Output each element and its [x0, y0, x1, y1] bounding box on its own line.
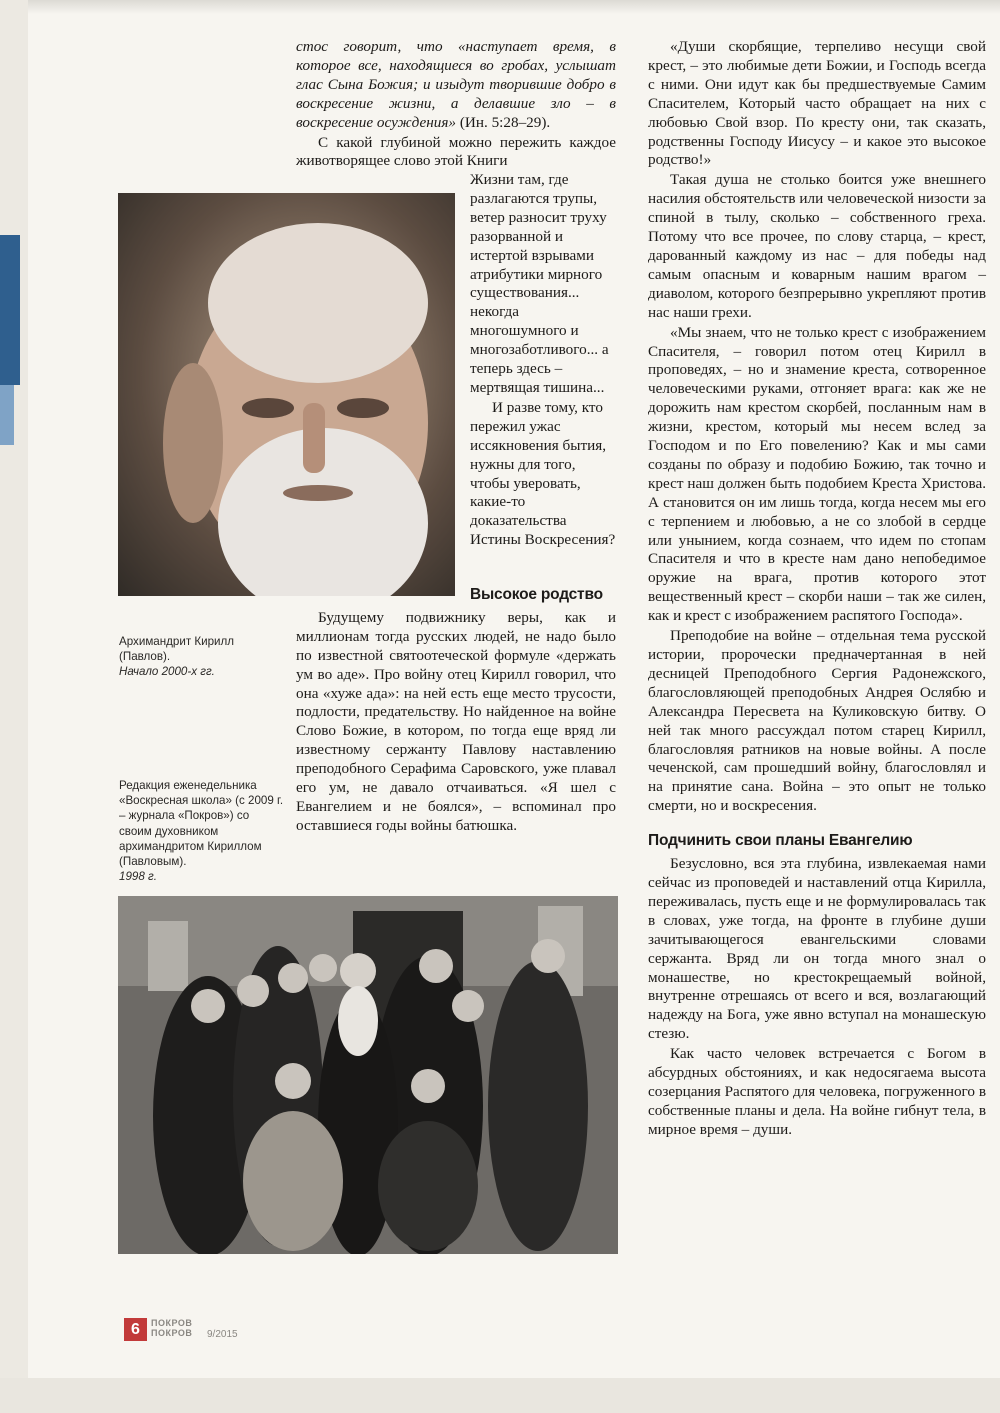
- right-column: [648, 38, 986, 1140]
- paragraph: И разве тому, кто пережил ужас иссякновения бытия, нужны для того, чтобы уверовать, какие-то доказательства Истины Воскресения?: [470, 398, 616, 549]
- page-edge: [0, 0, 28, 1413]
- magazine-logo-line: ПОКРОВ: [151, 1328, 193, 1338]
- portrait-caption-date: Начало 2000-х гг.: [119, 665, 215, 679]
- paragraph: «Души скорбящие, терпеливо несущи свой крест, – это любимые дети Божии, и Господь всегда с ними. Они идут как бы предшествуемые Самим Спасителем, Который часто обращает на них с любовью Свой взор. По кресту они, так сказать, родственны Господу Иисусу – и какое это высокое родство!»: [648, 38, 986, 169]
- scan-bottom-strip: [0, 1378, 1000, 1413]
- portrait-illustration: [118, 193, 455, 596]
- paragraph: Такая душа не столько боится уже внешнего насилия обстоятельств или человеческой низости за спиной в тылу, сколько – собственного греха. Потому что все прочее, по слову старца, – крест, дарованный каждому из нас – для победы над самым опасным и коварным нашим врагом – диаволом, которого безпрерывно укрепляют против нас наши грехи.: [648, 171, 986, 321]
- paragraph: Безусловно, вся эта глубина, извлекаемая нами сейчас из проповедей и наставлений отца Кирилла, переживалась, пусть еще и не формулировалась так в словах, уже тогда, на фронте в глубине души зачитывающегося евангельскими словами сержанта. Вряд ли он тогда много знал о монашестве, но крестокрещаемый войной, внутренне отрешаясь от всего и вся, возлагающий надежду на Бога, уже явно вступал на монашескую стезю.: [648, 855, 986, 1043]
- paragraph: С какой глубиной можно пережить каждое животворящее слово этой Книги: [296, 133, 616, 170]
- page-number: 6: [124, 1318, 147, 1341]
- section-heading: Подчинить свои планы Евангелию: [648, 832, 913, 850]
- portrait-photo: [118, 193, 455, 596]
- issue-number: 9/2015: [207, 1329, 238, 1340]
- paragraph: [296, 38, 616, 133]
- portrait-caption: [119, 634, 279, 680]
- section-color-tab-light: [0, 385, 14, 445]
- group-caption-text: Редакция еженедельника «Воскресная школа» (с 2009 г. – журнала «Покров») со своим духовником архимандритом Кириллом (Павловым).: [119, 779, 284, 869]
- paragraph: Будущему подвижнику веры, как и миллионам тогда русских людей, не надо было по известной святоотеческой формуле «держать ум во аде». Про войну отец Кирилл говорил, что она «хуже ада»: на ней есть еще место трусости, подлости, предательству. Но найденное на войне Слово Божие, в котором, по тогда еще вряд ли известному сержанту Павлову наставлению преподобного Серафима Саровского, уже плавал его ум, не давало отчаиваться. «Я шел с Евангелием и не боялся», – вспоминал про оставшиеся годы войны батюшка.: [296, 608, 616, 834]
- scripture-reference: (Ин. 5:28–29).: [456, 113, 551, 131]
- middle-column-narrow: [470, 171, 616, 550]
- middle-column-top: [296, 38, 616, 171]
- paragraph: Как часто человек встречается с Богом в абсурдных обстояниях, и как недосягаема высота созерцания Распятого для человека, погруженного в собственные планы и дела. На войне гибнут тела, в мирное время – души.: [648, 1045, 986, 1138]
- group-caption: [119, 778, 284, 884]
- paragraph: «Мы знаем, что не только крест с изображением Спасителя, – говорил потом отец Кирилл в проповедях, – но и знамение креста, сотворенное человеческими руками, отгоняет врага: как же не дорожить нам крестом скорбей, посланным нам в жизни, крестом, который мы несем вслед за Господом и по Его повелению? Как и мы сами созданы по образу и подобию Божию, так точно и крест наш должен быть подобием Креста Христова. А становится он им лишь тогда, когда несем мы его с терпением и любовью, а не со злобой в сердце или унынием, когда сознаем, что идем по стопам Спасителя и что в кресте нам дано непобедимое оружие на врага, против которого этот вещественный крест – скорби наши – так же силен, как и крест с изображением распятого Господа».: [648, 323, 986, 625]
- group-photo: [118, 896, 618, 1254]
- scan-shadow: [0, 0, 1000, 14]
- section-color-tab: [0, 235, 20, 385]
- portrait-caption-name: Архимандрит Кирилл (Павлов).: [119, 635, 235, 664]
- group-illustration: [118, 896, 618, 1254]
- group-caption-date: 1998 г.: [119, 870, 157, 884]
- paragraph: Преподобие на войне – отдельная тема русской истории, пророчески предначертанная в ней десницей Преподобного Сергия Радонежского, благословляющей преподобных Андрея Ослябю и Александра Пересвета на Куликовскую битву. О ней так много рассуждал потом старец Кирилл, благословляя ратников на новые войны. А после чеченской, сам прошедший войну, благословлял и на принятие сана. Война – это опыт не только смерти, но и воскресения.: [648, 627, 986, 815]
- magazine-logo: [151, 1318, 192, 1338]
- middle-column-bottom: [296, 578, 616, 836]
- paragraph: Жизни там, где разлагаются трупы, ветер разносит труху разорванной и истертой взрывами атрибутики мирного существования... некогда многошумного и многозаботливого... а теперь здесь – мертвящая тишина...: [470, 171, 609, 396]
- section-heading: Высокое родство: [470, 586, 603, 603]
- quote-text: стос говорит, что «наступает время, в которое все, находящиеся во гробах, услышат глас Сына Божия; и изыдут творившие добро в воскресение жизни, а делавшие зло – в воскресение осуждения»: [296, 38, 616, 131]
- magazine-logo-line: ПОКРОВ: [151, 1318, 193, 1328]
